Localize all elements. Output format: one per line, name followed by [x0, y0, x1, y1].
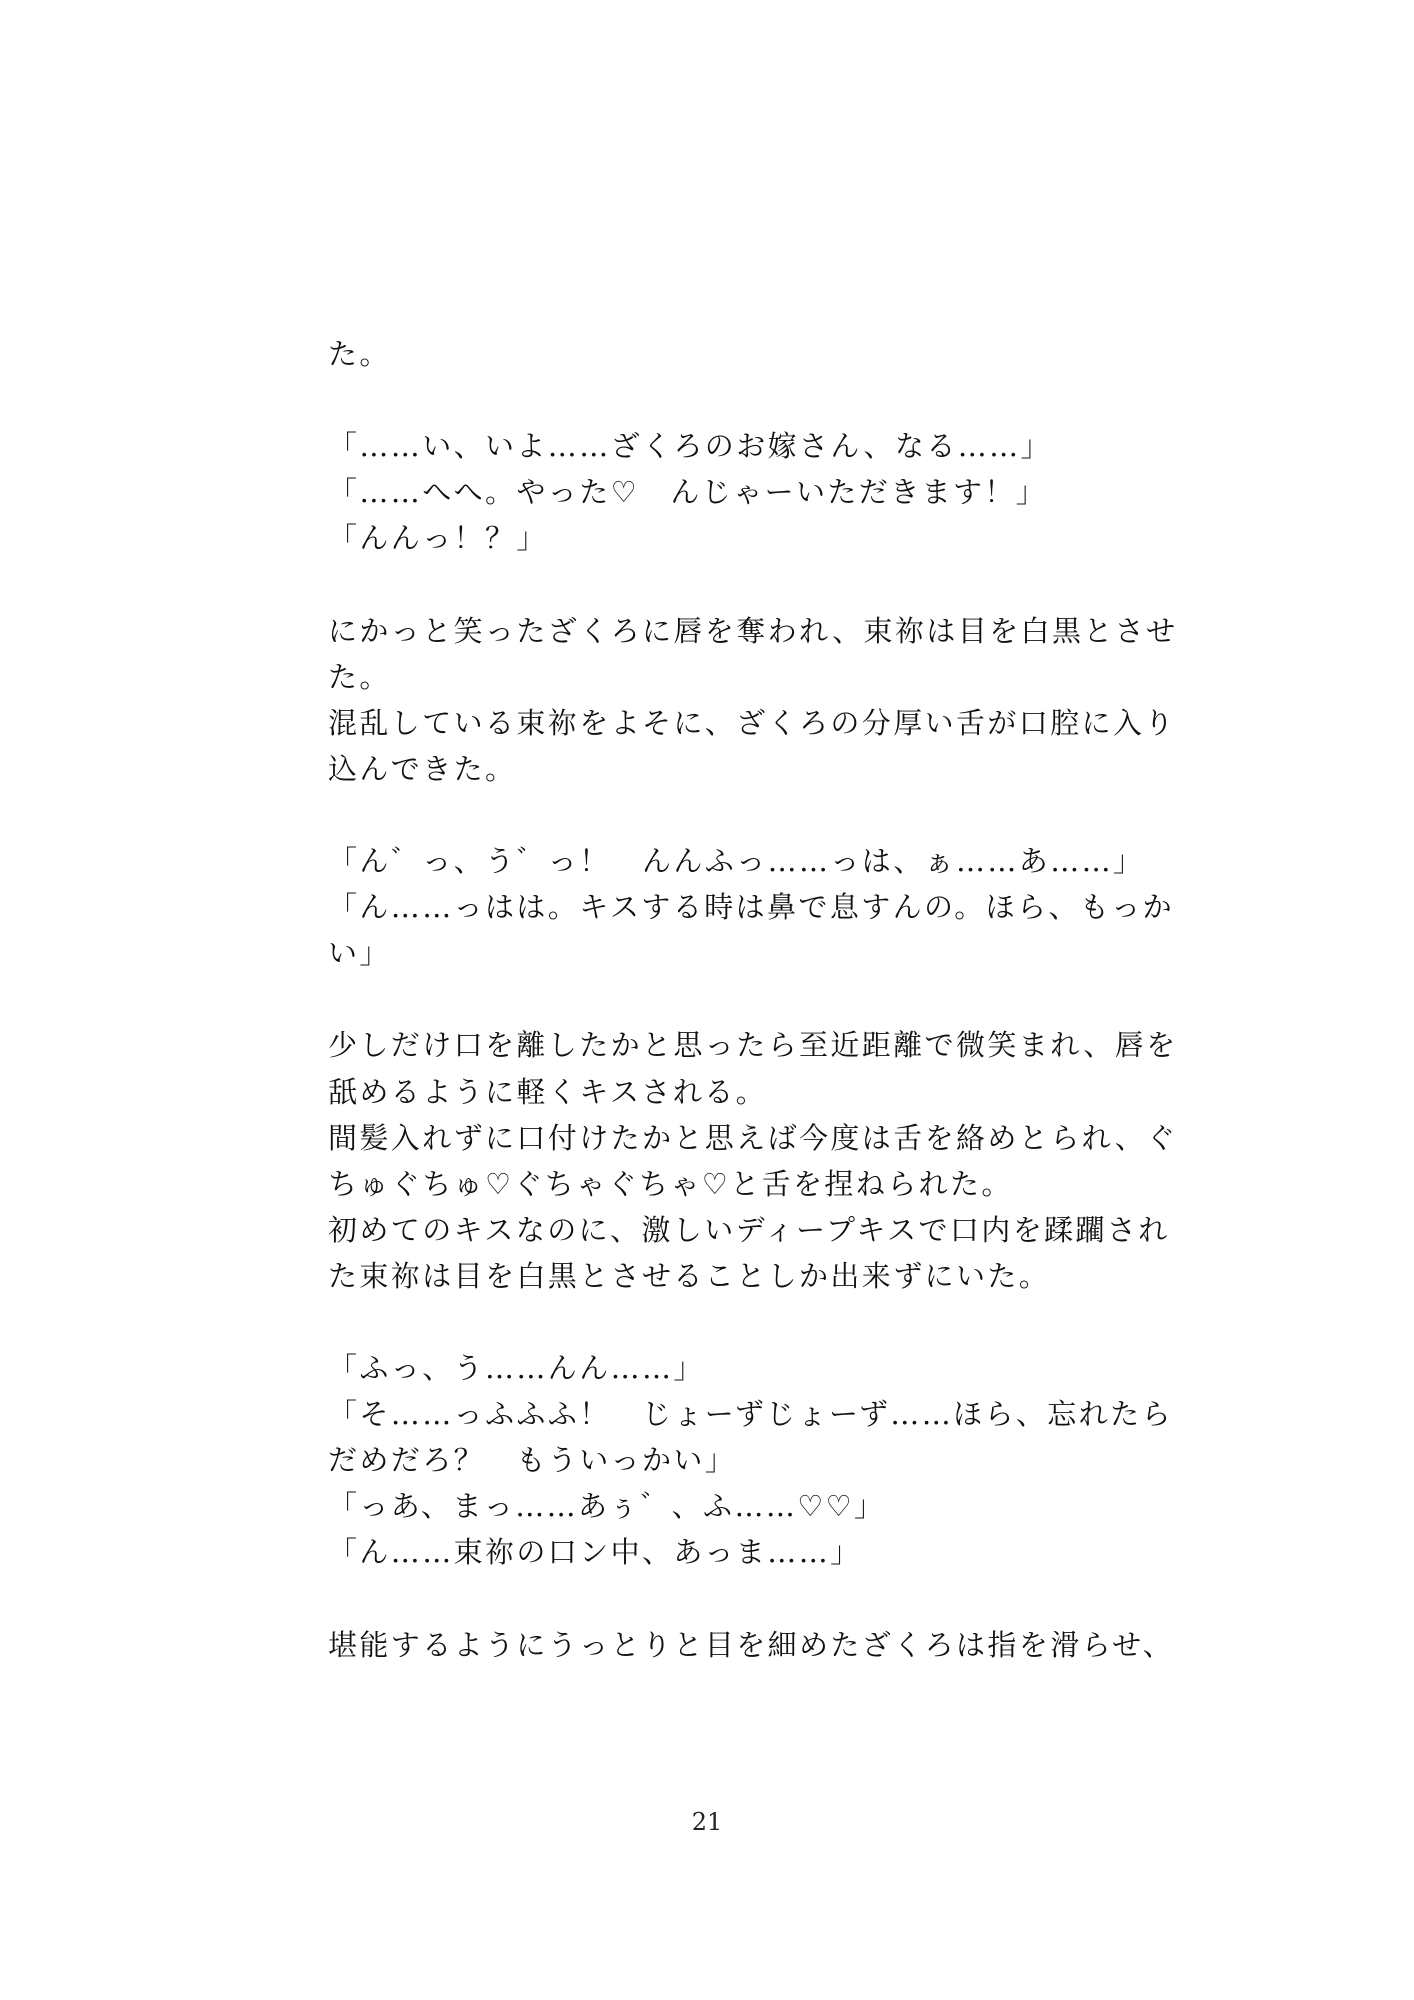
blank-line	[328, 792, 1098, 838]
body-text	[328, 331, 1178, 1668]
text-line: た束祢は目を白黒とさせることしか出来ずにいた。	[328, 1258, 1051, 1293]
text-line: だめだろ？ もういっかい」	[328, 1443, 737, 1478]
text-line: い」	[328, 936, 391, 971]
blank-line	[328, 561, 1098, 607]
text-line: た。	[328, 659, 391, 694]
blank-line	[328, 976, 1098, 1022]
text-line: 舐めるように軽くキスされる。	[328, 1074, 768, 1109]
text-line: 「ん……束祢の口ン中、あっま……」	[328, 1535, 862, 1570]
blank-line	[328, 377, 1098, 423]
text-line: 「ん……っはは。キスする時は鼻で息すんの。ほら、もっか	[328, 890, 1175, 925]
page-number: 21	[691, 1808, 723, 1836]
text-line: 堪能するようにうっとりと目を細めたざくろは指を滑らせ、	[328, 1627, 1175, 1662]
text-line: 「ん゛っ、う゛っ！ んんふっ……っは、ぁ……あ……」	[328, 844, 1145, 879]
text-line: た。	[328, 337, 391, 371]
text-line: 「そ……っふふふ！ じょーずじょーず……ほら、忘れたら	[328, 1397, 1173, 1432]
blank-line	[328, 1299, 1098, 1345]
text-line: 「んんっ！？」	[328, 521, 548, 556]
text-line: 間髪入れずに口付けたかと思えば今度は舌を絡めとられ、ぐ	[328, 1120, 1178, 1155]
text-line: 込んできた。	[328, 751, 517, 786]
text-line: 「……へへ。やった♡ んじゃーいただきます！」	[328, 475, 1048, 510]
text-line: にかっと笑ったざくろに唇を奪われ、束祢は目を白黒とさせ	[328, 613, 1178, 648]
text-line: ちゅぐちゅ♡ぐちゃぐちゃ♡と舌を捏ねられた。	[328, 1166, 1013, 1201]
text-line: 初めてのキスなのに、激しいディープキスで口内を蹂躙され	[328, 1212, 1170, 1247]
text-line: 「っあ、まっ……あぅ゛、ふ……♡♡」	[328, 1489, 886, 1524]
text-line: 「ふっ、う……んん……」	[328, 1351, 705, 1386]
text-line: 混乱している束祢をよそに、ざくろの分厚い舌が口腔に入り	[328, 705, 1176, 740]
blank-line	[328, 1576, 1098, 1622]
text-line: 「……い、いよ……ざくろのお嫁さん、なる……」	[328, 429, 1052, 464]
text-line: 少しだけ口を離したかと思ったら至近距離で微笑まれ、唇を	[328, 1028, 1178, 1063]
